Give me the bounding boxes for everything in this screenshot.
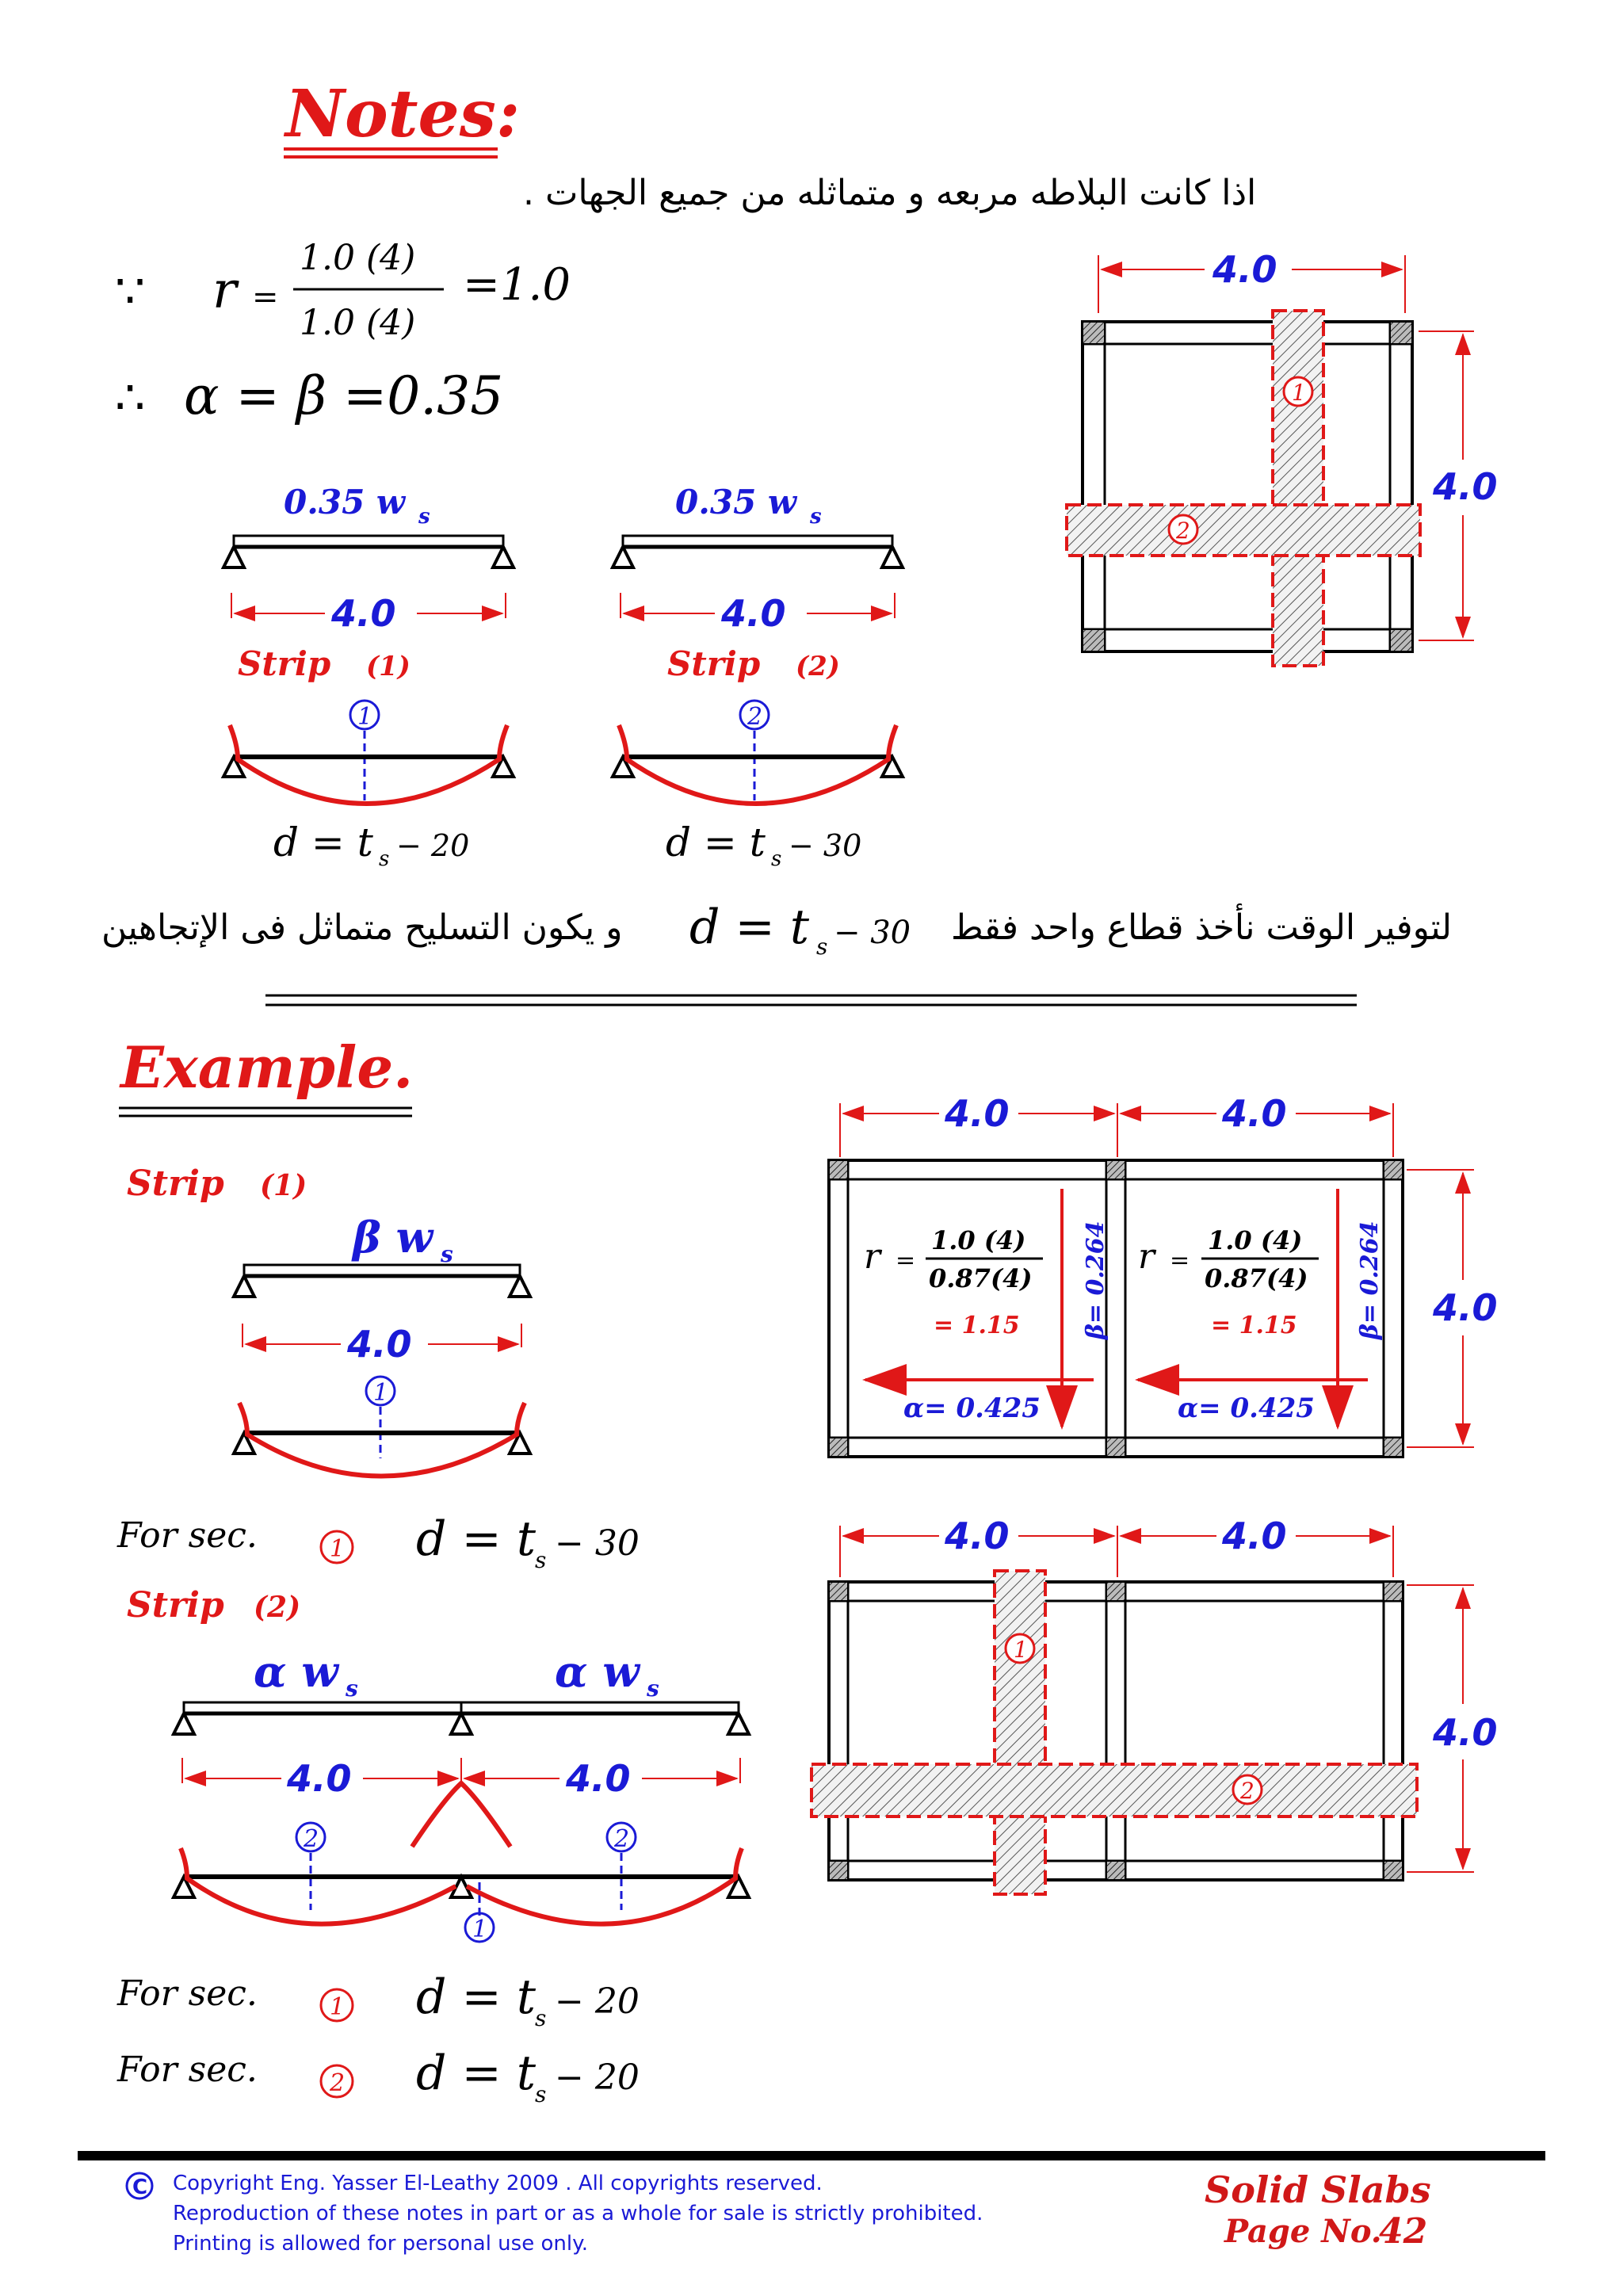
svg-text:s: s [535, 1547, 547, 1573]
beta-load-label: β w [353, 1212, 433, 1263]
because-symbol: ∵ [115, 264, 146, 319]
svg-text:4.0: 4.0 [287, 1757, 352, 1800]
footer-copyright-line3: Printing is allowed for personal use only. [173, 2232, 589, 2256]
r-result: =1.0 [463, 259, 571, 311]
for-sec1-label: For sec. [117, 1515, 258, 1556]
svg-text:s: s [535, 2081, 547, 2107]
svg-text:Strip: Strip [238, 644, 331, 683]
alpha-beta-equation: α = β =0.35 [184, 365, 504, 426]
svg-text:= 1.15: = 1.15 [934, 1312, 1020, 1339]
svg-text:− 20: − 20 [396, 828, 470, 863]
svg-text:s: s [441, 1241, 453, 1267]
svg-text:Strip: Strip [127, 1163, 224, 1204]
svg-text:β= 0.264: β= 0.264 [1082, 1221, 1109, 1339]
svg-text:4.0: 4.0 [945, 1092, 1010, 1135]
svg-text:= 1.15: = 1.15 [1211, 1312, 1297, 1339]
svg-text:4.0: 4.0 [1222, 1515, 1287, 1557]
svg-text:− 20: − 20 [555, 2057, 640, 2098]
notes-strip2-diagram [613, 483, 903, 871]
example-strip2-diagram [127, 1585, 749, 1943]
svg-text:s: s [379, 847, 390, 871]
example-title: Example. [120, 1033, 414, 1101]
svg-text:d = t: d = t [416, 1969, 536, 2025]
notes-plan-view [1067, 248, 1498, 666]
svg-text:β= 0.264: β= 0.264 [1356, 1221, 1384, 1339]
svg-text:1: 1 [357, 703, 373, 731]
svg-text:2: 2 [330, 2069, 346, 2097]
svg-text:α w: α w [254, 1646, 338, 1697]
notes-arabic-line2-right: لتوفير الوقت نأخذ قطاع واحد فقط [951, 907, 1453, 948]
svg-text:(2): (2) [796, 651, 840, 682]
svg-text:α w: α w [555, 1646, 640, 1697]
svg-text:1: 1 [1014, 1637, 1028, 1663]
svg-text:d = t: d = t [416, 2046, 536, 2101]
svg-text:1.0 (4): 1.0 (4) [931, 1225, 1026, 1255]
svg-text:− 30: − 30 [555, 1523, 640, 1564]
svg-text:4.0: 4.0 [1222, 1092, 1287, 1135]
footer-page-number: 42 [1379, 2211, 1428, 2252]
svg-text:Strip: Strip [127, 1585, 224, 1626]
svg-text:s: s [535, 2005, 547, 2031]
svg-text:4.0: 4.0 [1433, 1286, 1498, 1329]
r-denominator: 1.0 (4) [300, 303, 416, 343]
copyright-icon: C [132, 2176, 148, 2199]
plan-dim-top: 4.0 [1212, 248, 1277, 291]
svg-text:4.0: 4.0 [566, 1757, 631, 1800]
svg-text:4.0: 4.0 [945, 1515, 1010, 1557]
svg-text:s: s [810, 505, 822, 529]
r-symbol: r [212, 262, 237, 320]
svg-text:1.0 (4): 1.0 (4) [1208, 1225, 1303, 1255]
svg-text:1: 1 [330, 1993, 346, 2021]
svg-text:4.0: 4.0 [1433, 1711, 1498, 1754]
svg-text:(2): (2) [254, 1591, 301, 1624]
therefore-symbol: ∴ [115, 370, 146, 426]
example-plan2 [812, 1515, 1498, 1894]
strip1-load-label: 0.35 w [284, 483, 406, 521]
notes-title: Notes: [285, 76, 521, 152]
svg-text:0.87(4): 0.87(4) [929, 1263, 1033, 1293]
svg-text:1: 1 [330, 1535, 346, 1563]
svg-text:For sec.: For sec. [117, 2050, 258, 2090]
svg-text:2: 2 [747, 703, 763, 731]
footer-copyright-line1: Copyright Eng. Yasser El-Leathy 2009 . All copyrights reserved. [173, 2172, 823, 2195]
svg-text:(1): (1) [366, 651, 411, 682]
svg-text:d = t: d = t [689, 900, 809, 955]
svg-text:=: = [252, 279, 279, 315]
svg-text:d = t: d = t [273, 819, 373, 865]
svg-text:(1): (1) [260, 1169, 307, 1202]
svg-text:4.0: 4.0 [347, 1323, 412, 1366]
svg-text:Strip: Strip [667, 644, 761, 683]
notes-arabic-line1: اذا كانت البلاطه مربعه و متماثله من جميع الجهات . [523, 173, 1257, 213]
svg-text:s: s [418, 505, 430, 529]
svg-text:− 30: − 30 [834, 915, 911, 951]
footer-copyright-line2: Reproduction of these notes in part or as a whole for sale is strictly prohibited. [173, 2202, 983, 2225]
strip2-span: 4.0 [721, 592, 786, 635]
example-strip1-diagram [127, 1163, 530, 1477]
example-plan1 [829, 1092, 1498, 1457]
svg-text:1: 1 [1292, 380, 1306, 406]
svg-text:2: 2 [304, 1825, 319, 1853]
svg-text:d = t: d = t [416, 1511, 536, 1567]
svg-text:2: 2 [1176, 518, 1190, 544]
notes-strip1-diagram [223, 483, 514, 871]
svg-text:2: 2 [1240, 1778, 1254, 1804]
svg-text:1: 1 [472, 1916, 488, 1943]
svg-text:s: s [346, 1675, 358, 1702]
plan-dim-right: 4.0 [1433, 465, 1498, 508]
svg-text:d = t: d = t [666, 819, 766, 865]
svg-text:− 30: − 30 [789, 828, 862, 863]
svg-text:s: s [816, 934, 828, 960]
notes-arabic-line2-left: و يكون التسليح متماثل فى الإتجاهين [101, 907, 623, 948]
svg-text:For sec.: For sec. [117, 1973, 258, 2014]
svg-text:s: s [771, 847, 782, 871]
svg-text:− 20: − 20 [555, 1981, 640, 2022]
svg-text:s: s [647, 1675, 659, 1702]
footer-subject: Solid Slabs [1205, 2168, 1431, 2211]
svg-text:r: r [1138, 1236, 1155, 1277]
svg-text:=: = [1170, 1247, 1190, 1274]
strip2-load-label: 0.35 w [675, 483, 797, 521]
r-numerator: 1.0 (4) [300, 238, 416, 278]
svg-text:r: r [864, 1236, 881, 1277]
svg-text:0.87(4): 0.87(4) [1205, 1263, 1308, 1293]
svg-text:α= 0.425: α= 0.425 [1178, 1392, 1315, 1424]
strip1-span: 4.0 [331, 592, 396, 635]
footer-page-label: Page No. [1224, 2213, 1382, 2250]
svg-text:=: = [896, 1247, 916, 1274]
svg-text:α= 0.425: α= 0.425 [903, 1392, 1041, 1424]
svg-text:1: 1 [373, 1379, 389, 1407]
svg-text:2: 2 [614, 1825, 630, 1853]
